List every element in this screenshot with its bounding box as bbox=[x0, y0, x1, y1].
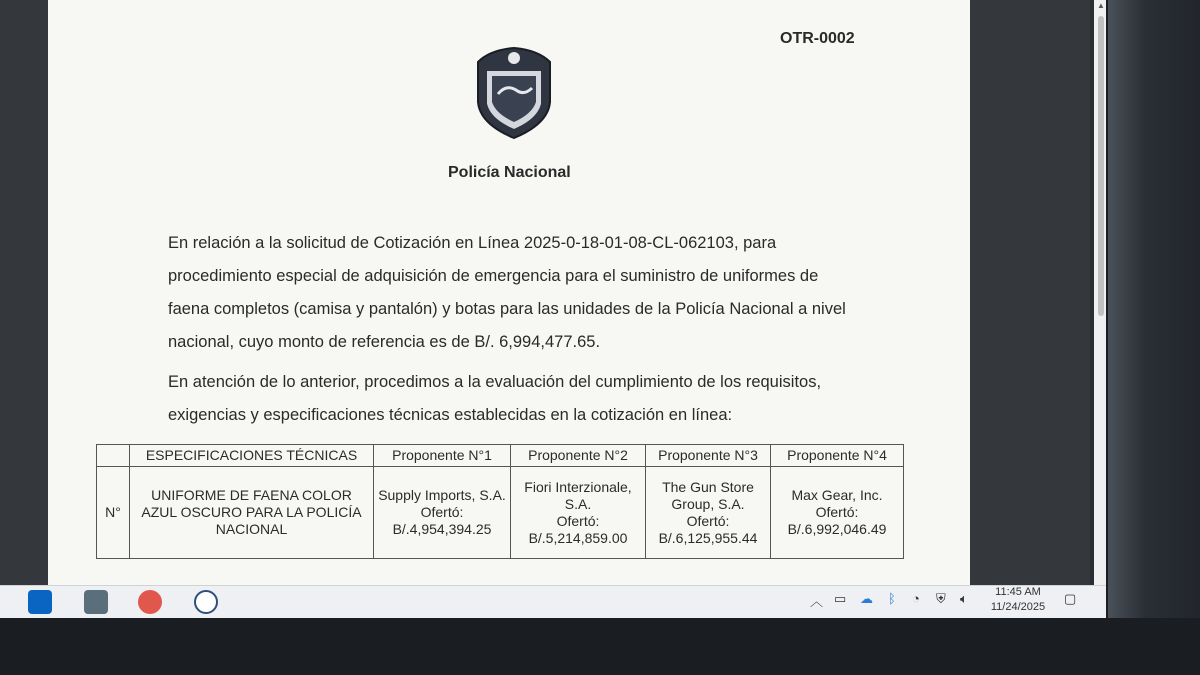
security-icon[interactable]: ⛨ bbox=[936, 591, 946, 606]
table-header-blank bbox=[97, 445, 130, 467]
bidder-1-offer-label: Ofertó: bbox=[420, 504, 464, 520]
specifications-table bbox=[96, 444, 904, 559]
volume-icon[interactable]: 🔈︎ bbox=[960, 591, 968, 606]
battery-icon[interactable]: ▭ bbox=[834, 591, 847, 606]
scroll-thumb[interactable] bbox=[1098, 16, 1104, 316]
bidder-1-name: Supply Imports, S.A. bbox=[378, 487, 506, 503]
bidder-3-amount: B/.6,125,955.44 bbox=[658, 529, 758, 546]
snipping-tool-icon[interactable] bbox=[138, 590, 162, 614]
table-header-bidder-1: Proponente N°1 bbox=[374, 445, 511, 467]
police-crest-icon bbox=[470, 44, 558, 140]
clock[interactable] bbox=[983, 585, 1053, 615]
bidder-4-name: Max Gear, Inc. bbox=[791, 487, 883, 503]
bidder-2-amount: B/.5,214,859.00 bbox=[528, 529, 628, 546]
clock-time: 11:45 AM bbox=[995, 586, 1041, 598]
notification-icon[interactable]: ▢ bbox=[1064, 591, 1077, 606]
monitor-bottom-bezel bbox=[0, 618, 1200, 675]
table-header-bidder-3: Proponente N°3 bbox=[646, 445, 771, 467]
bidder-4-offer-label: Ofertó: bbox=[815, 504, 859, 520]
table-header-bidder-2: Proponente N°2 bbox=[511, 445, 646, 467]
bidder-4-cell bbox=[771, 467, 904, 559]
document-page bbox=[48, 0, 970, 585]
wifi-icon[interactable]: ◔ bbox=[912, 591, 920, 606]
bidder-3-cell bbox=[646, 467, 771, 559]
onedrive-icon[interactable]: ☁ bbox=[860, 591, 873, 606]
table-header-spec: ESPECIFICACIONES TÉCNICAS bbox=[130, 445, 374, 467]
bidder-1-amount: B/.4,954,394.25 bbox=[392, 521, 492, 537]
table-row bbox=[97, 467, 904, 559]
bidder-1-cell bbox=[374, 467, 511, 559]
bidder-2-name: Fiori Interzionale, S.A. bbox=[524, 478, 632, 512]
paragraph-evaluation: En atención de lo anterior, procedimos a la evaluación del cumplimiento de los requisitos, exigencias y especificaciones técnicas establecidas en la cotización en línea: bbox=[168, 373, 822, 424]
organization-title: Policía Nacional bbox=[448, 164, 571, 181]
bluetooth-icon[interactable]: ᛒ bbox=[888, 591, 896, 606]
row-item: UNIFORME DE FAENA COLOR AZUL OSCURO PARA LA POLICÍA NACIONAL bbox=[130, 467, 374, 559]
bidder-2-offer-label: Ofertó: bbox=[556, 512, 600, 529]
table-header-row bbox=[97, 445, 904, 467]
app-icon[interactable] bbox=[194, 590, 218, 614]
row-label: N° bbox=[97, 467, 130, 559]
scroll-up-icon[interactable]: ▲ bbox=[1097, 1, 1105, 10]
calculator-icon[interactable] bbox=[84, 590, 108, 614]
outlook-icon[interactable] bbox=[28, 590, 52, 614]
bidder-4-amount: B/.6,992,046.49 bbox=[787, 521, 887, 537]
document-code: OTR-0002 bbox=[780, 30, 855, 47]
monitor-edge bbox=[1108, 0, 1200, 675]
bidder-3-name: The Gun Store Group, S.A. bbox=[662, 478, 754, 512]
paragraph-request: En relación a la solicitud de Cotización en Línea 2025-0-18-01-08-CL-062103, para procedimiento especial de adquisición de emergencia para el suministro de uniformes de faena completos (camisa y pantalón) y botas para las unidades de la Policía Nacional a nivel nacional, cuyo monto de referencia es de B/. 6,994,477.65. bbox=[168, 234, 846, 351]
bidder-2-cell bbox=[511, 467, 646, 559]
bidder-3-offer-label: Ofertó: bbox=[686, 512, 730, 529]
tray-chevron-icon[interactable]: ︿ bbox=[810, 594, 824, 609]
table-header-bidder-4: Proponente N°4 bbox=[771, 445, 904, 467]
clock-date: 11/24/2025 bbox=[990, 601, 1046, 613]
